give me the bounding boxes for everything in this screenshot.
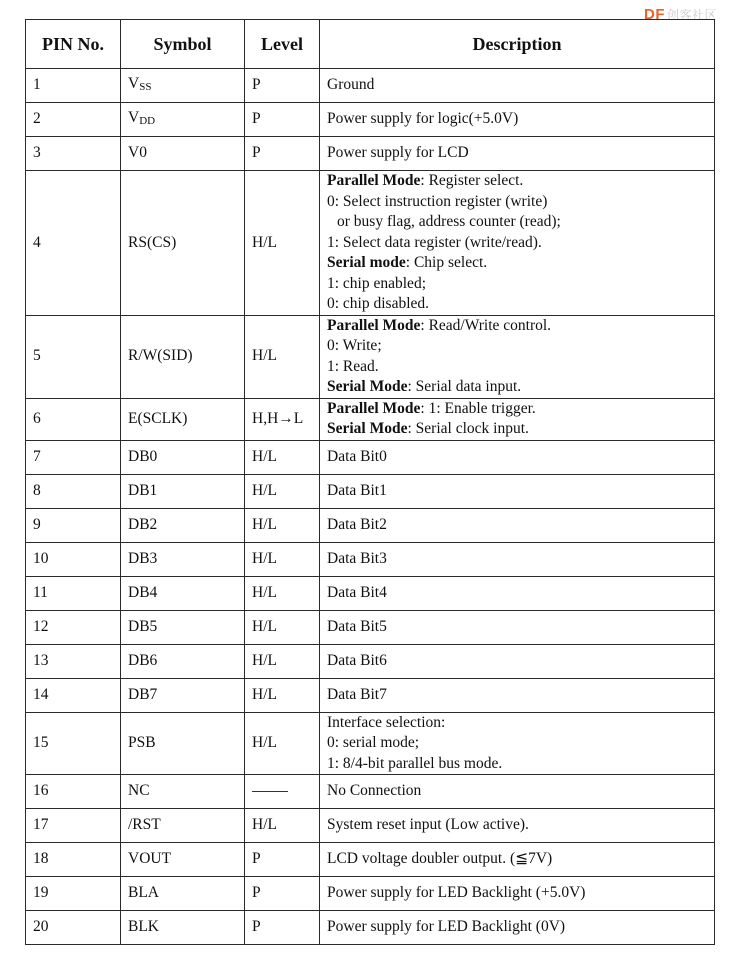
level-cell: H/L (245, 610, 320, 644)
table-row (26, 877, 715, 911)
table-row (26, 843, 715, 877)
description-cell: Ground (320, 69, 715, 103)
pin-cell: 11 (26, 576, 121, 610)
symbol-cell: BLA (121, 877, 245, 911)
description-cell: Data Bit5 (320, 610, 715, 644)
level-cell: P (245, 69, 320, 103)
level-cell: P (245, 103, 320, 137)
symbol-cell: DB3 (121, 542, 245, 576)
level-cell: P (245, 911, 320, 945)
description-cell: System reset input (Low active). (320, 809, 715, 843)
level-cell: H/L (245, 644, 320, 678)
pin-cell: 7 (26, 440, 121, 474)
symbol-cell: VDD (121, 103, 245, 137)
description-cell: Power supply for LED Backlight (+5.0V) (320, 877, 715, 911)
symbol-cell: E(SCLK) (121, 398, 245, 440)
level-cell: P (245, 843, 320, 877)
pin-cell: 10 (26, 542, 121, 576)
description-cell: Data Bit4 (320, 576, 715, 610)
description-cell: No Connection (320, 775, 715, 809)
level-cell: H/L (245, 712, 320, 775)
symbol-cell: R/W(SID) (121, 315, 245, 398)
symbol-cell: DB5 (121, 610, 245, 644)
description-cell: Data Bit7 (320, 678, 715, 712)
description-cell: Data Bit6 (320, 644, 715, 678)
pin-cell: 2 (26, 103, 121, 137)
pin-cell: 19 (26, 877, 121, 911)
pin-cell: 3 (26, 137, 121, 171)
pin-cell: 5 (26, 315, 121, 398)
symbol-cell: V0 (121, 137, 245, 171)
description-cell: Data Bit1 (320, 474, 715, 508)
description-cell: LCD voltage doubler output. (≦7V) (320, 843, 715, 877)
level-cell: H/L (245, 542, 320, 576)
pin-cell: 16 (26, 775, 121, 809)
table-row (26, 576, 715, 610)
pin-cell: 14 (26, 678, 121, 712)
watermark-logo: DF 创客社区 (643, 6, 717, 23)
dash-line (252, 791, 288, 792)
header-level: Level (245, 20, 320, 69)
level-cell: H/L (245, 171, 320, 316)
description-cell: Interface selection: 0: serial mode; 1: 8/4-bit parallel bus mode. (320, 712, 715, 775)
header-description: Description (320, 20, 715, 69)
header-symbol: Symbol (121, 20, 245, 69)
table-row (26, 542, 715, 576)
symbol-cell: VSS (121, 69, 245, 103)
pin-table (25, 19, 715, 945)
pin-cell: 17 (26, 809, 121, 843)
symbol-cell: RS(CS) (121, 171, 245, 316)
pin-cell: 18 (26, 843, 121, 877)
table-row (26, 712, 715, 775)
table-row (26, 809, 715, 843)
table-row (26, 171, 715, 316)
table-row (26, 103, 715, 137)
table-row (26, 610, 715, 644)
table-row (26, 678, 715, 712)
table-row (26, 644, 715, 678)
level-cell: H/L (245, 576, 320, 610)
header-pin: PIN No. (26, 20, 121, 69)
symbol-cell: PSB (121, 712, 245, 775)
pin-cell: 8 (26, 474, 121, 508)
description-cell: Power supply for LCD (320, 137, 715, 171)
pin-cell: 13 (26, 644, 121, 678)
symbol-cell: DB6 (121, 644, 245, 678)
description-cell: Parallel Mode: 1: Enable trigger. Serial Mode: Serial clock input. (320, 398, 715, 440)
table-row (26, 474, 715, 508)
level-cell: P (245, 137, 320, 171)
symbol-cell: VOUT (121, 843, 245, 877)
level-cell (245, 775, 320, 809)
symbol-cell: BLK (121, 911, 245, 945)
level-cell: H,H→L (245, 398, 320, 440)
description-cell: Parallel Mode: Register select. 0: Select instruction register (write) or busy flag, address counter (read); 1: Select data register (write/read). Serial mode: Chip select. 1: chip enabled; 0: chip disabled. (320, 171, 715, 316)
level-cell: H/L (245, 474, 320, 508)
table-row (26, 315, 715, 398)
description-cell: Data Bit3 (320, 542, 715, 576)
pin-cell: 9 (26, 508, 121, 542)
table-row (26, 69, 715, 103)
level-cell: H/L (245, 315, 320, 398)
table-row (26, 398, 715, 440)
pin-cell: 12 (26, 610, 121, 644)
symbol-cell: DB7 (121, 678, 245, 712)
pin-cell: 15 (26, 712, 121, 775)
description-cell: Data Bit0 (320, 440, 715, 474)
level-cell: H/L (245, 440, 320, 474)
pin-cell: 20 (26, 911, 121, 945)
symbol-cell: DB1 (121, 474, 245, 508)
level-cell: H/L (245, 678, 320, 712)
table-row (26, 440, 715, 474)
header-row (26, 20, 715, 69)
symbol-cell: /RST (121, 809, 245, 843)
level-cell: H/L (245, 508, 320, 542)
table-row (26, 508, 715, 542)
table-row (26, 775, 715, 809)
symbol-cell: DB0 (121, 440, 245, 474)
description-cell: Data Bit2 (320, 508, 715, 542)
pin-cell: 4 (26, 171, 121, 316)
description-cell: Power supply for logic(+5.0V) (320, 103, 715, 137)
level-cell: H/L (245, 809, 320, 843)
description-cell: Power supply for LED Backlight (0V) (320, 911, 715, 945)
symbol-cell: DB4 (121, 576, 245, 610)
description-cell: Parallel Mode: Read/Write control. 0: Write; 1: Read. Serial Mode: Serial data input. (320, 315, 715, 398)
pin-cell: 6 (26, 398, 121, 440)
level-cell: P (245, 877, 320, 911)
table-row (26, 911, 715, 945)
symbol-cell: DB2 (121, 508, 245, 542)
symbol-cell: NC (121, 775, 245, 809)
pin-cell: 1 (26, 69, 121, 103)
table-row (26, 137, 715, 171)
